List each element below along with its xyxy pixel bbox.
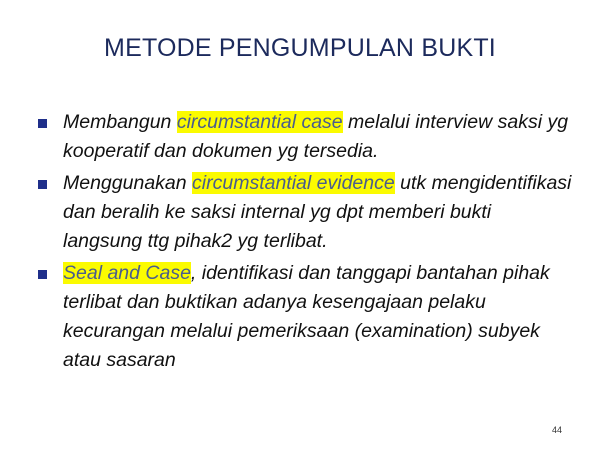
bullet-text-post: utk mengidentifikasi dan beralih ke saksi internal yg dpt memberi bukti langsung ttg pihak2 yg terlibat. [63, 172, 572, 252]
page-number: 44 [551, 425, 562, 435]
square-bullet-icon [38, 270, 47, 279]
bullet-text-pre: Menggunakan [63, 172, 193, 194]
bullet-text-post: melalui interview saksi yg kooperatif dan dokumen yg tersedia. [63, 111, 569, 162]
square-bullet-icon [38, 119, 47, 128]
bullet-item-3 [38, 259, 573, 375]
slide-title: METODE PENGUMPULAN BUKTI [104, 34, 496, 62]
bullet-item-1 [38, 108, 573, 166]
bullet-list [38, 108, 573, 378]
highlighted-term: circumstantial evidence [192, 172, 395, 194]
highlighted-term: circumstantial case [176, 111, 343, 133]
square-bullet-icon [38, 180, 47, 189]
bullet-item-2 [38, 169, 573, 256]
bullet-text-pre: Membangun [63, 111, 177, 133]
bullet-text-post: , identifikasi dan tanggapi bantahan pihak terlibat dan buktikan adanya kesengajaan pelaku kecurangan melalui pemeriksaan (examination) subyek atau sasaran [63, 262, 550, 371]
highlighted-term: Seal and Case [63, 262, 191, 284]
